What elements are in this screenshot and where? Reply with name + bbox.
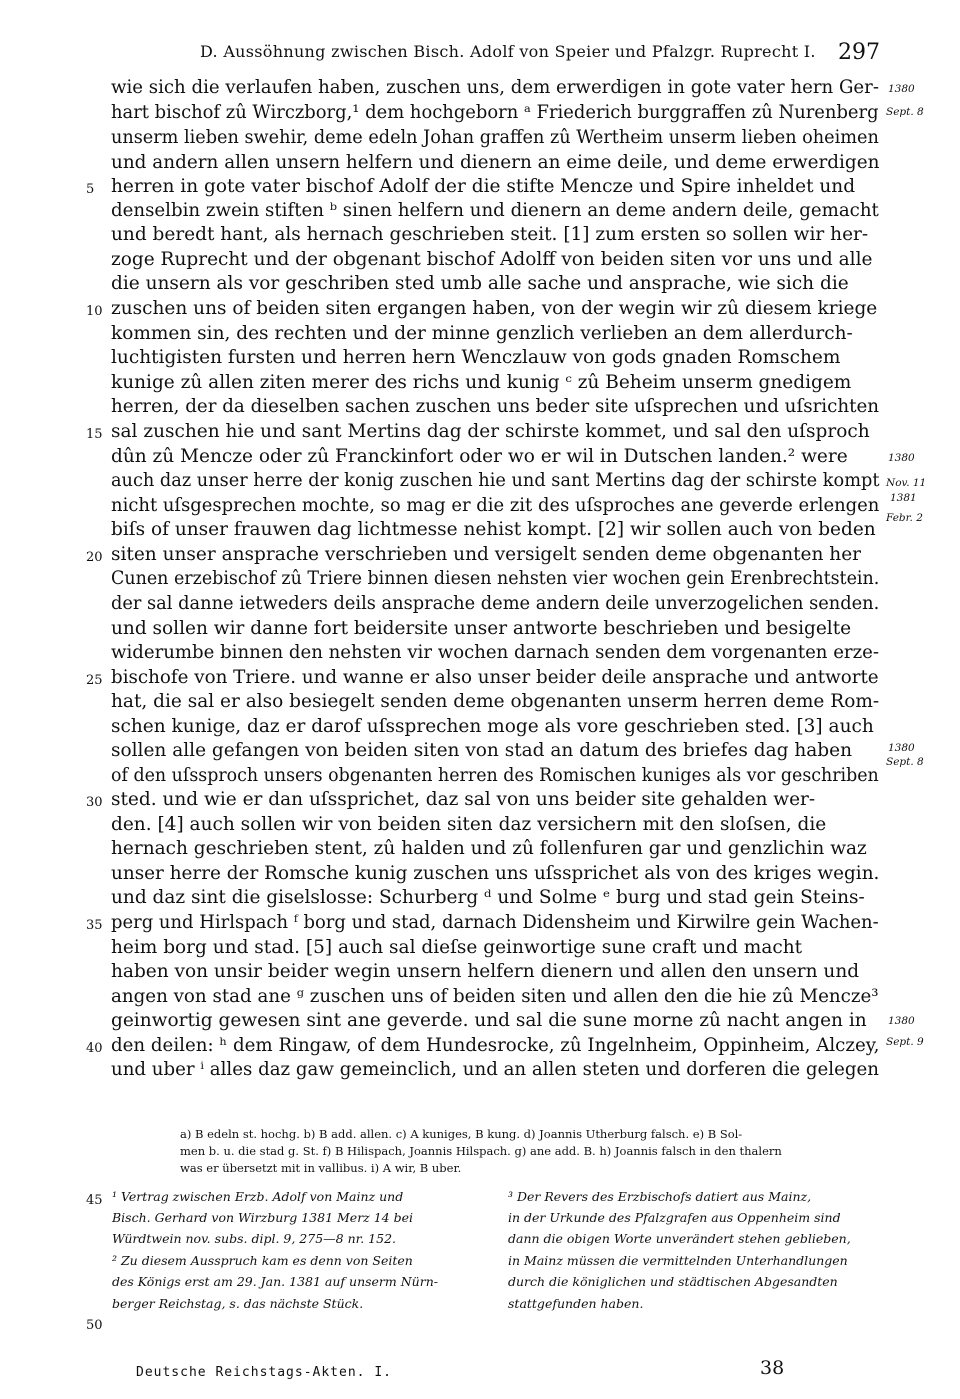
text-line: zoge Ruprecht und der obgenant bischof Adolff von beiden siten vor uns und alle	[111, 249, 873, 270]
text-line: auch daz unser herre der konig zuschen hie und sant Mertins dag der schirste kompt	[111, 470, 880, 491]
text-line: biſs of unser frauwen dag lichtmesse nehist kompt. [2] wir sollen auch von beden	[111, 519, 876, 540]
apparatus-line: men b. u. die stad g. St. f) B Hilispach, Joannis Hilspach. g) ane add. B. h) Joannis falsch in den thalern	[180, 1144, 782, 1158]
footnote-line: ² Zu diesem Ausspruch kam es denn von Seiten	[112, 1253, 413, 1268]
text-line: sted. und wie er dan uſssprichet, daz sal von uns beider site gehalden wer-	[111, 789, 816, 810]
footnote-line: dann die obigen Worte unverändert stehen geblieben,	[508, 1231, 851, 1246]
margin-date: Nov. 11	[886, 477, 927, 489]
line-number: 25	[86, 673, 103, 688]
footer-title: Deutsche Reichstags-Akten. I.	[136, 1365, 392, 1380]
text-line: perg und Hirlspach ᶠ borg und stad, darnach Didensheim und Kirwilre gein Wachen-	[111, 912, 879, 933]
text-line: heim borg und stad. [5] auch sal dieſse geinwortige sune craft und macht	[111, 937, 803, 958]
line-number: 45	[86, 1193, 103, 1208]
text-line: und uber ⁱ alles daz gaw gemeinclich, und an allen steten und dorferen die gelegen	[111, 1059, 879, 1080]
page-number: 297	[838, 40, 880, 65]
text-line: kommen sin, des rechten und der minne genzlich verlieben an dem allerdurch-	[111, 323, 853, 344]
text-line: sollen alle gefangen von beiden siten von stad an datum des briefes dag haben	[111, 740, 853, 761]
footnote-line: Würdtwein nov. subs. dipl. 9, 275—8 nr. 152.	[112, 1231, 397, 1246]
text-line: bischofe von Triere. und wanne er also unser beider deile ansprache und antworte	[111, 667, 879, 688]
text-line: Cunen erzebischof zû Triere binnen diesen nehsten vier wochen gein Erenbrechtstein.	[111, 568, 880, 589]
text-line: wie sich die verlaufen haben, zuschen uns, dem erwerdigen in gote vater hern Ger-	[111, 77, 879, 98]
text-line: die unsern als vor geschriben sted umb alle sache und ansprache, wie sich die	[111, 273, 849, 294]
text-line: hernach geschrieben stent, zû halden und zû follenfuren gar und genzlichin waz	[111, 838, 867, 859]
margin-date: 1380	[888, 83, 915, 95]
text-line: widerumbe binnen den nehsten vir wochen darnach senden dem vorgenanten erze-	[111, 642, 879, 663]
margin-date: Febr. 2	[886, 512, 923, 524]
text-line: und daz sint die giselslosse: Schurberg ᵈ und Solme ᵉ burg und stad gein Steins-	[111, 887, 865, 908]
text-line: dûn zû Mencze oder zû Franckinfort oder wo er wil in Dutschen landen.² were	[111, 446, 848, 467]
apparatus-line: was er übersetzt mit in vallibus. i) A wir, B uber.	[180, 1161, 462, 1175]
apparatus-line: a) B edeln st. hochg. b) B add. allen. c) A kuniges, B kung. d) Joannis Utherburg falsch. e) B Sol-	[180, 1127, 743, 1141]
footnote-line: Bisch. Gerhard von Wirzburg 1381 Merz 14 bei	[112, 1210, 414, 1225]
text-line: und andern allen unsern helfern und dienern an eime deile, und deme erwerdigen	[111, 152, 880, 173]
margin-date: Sept. 8	[886, 106, 924, 118]
text-line: of den uſssproch unsers obgenanten herren des Romischen kuniges als vor geschriben	[111, 765, 879, 786]
text-line: angen von stad ane ᵍ zuschen uns of beiden siten und allen den die hie zû Mencze³	[111, 986, 879, 1007]
line-number: 40	[86, 1041, 103, 1056]
text-line: zuschen uns of beiden siten ergangen haben, von der wegin wir zû diesem kriege	[111, 298, 878, 319]
footnote-line: des Königs erst am 29. Jan. 1381 auf unserm Nürn-	[112, 1274, 438, 1289]
text-line: denselbin zwein stiften ᵇ sinen helfern und dienern an deme andern deile, gemacht	[111, 200, 879, 221]
line-number: 10	[86, 304, 103, 319]
text-line: herren in gote vater bischof Adolf der die stifte Mencze und Spire inheldet und	[111, 176, 856, 197]
text-line: und sollen wir danne fort beidersite unser antworte beschrieben und besigelte	[111, 618, 852, 639]
margin-date: 1380	[888, 452, 915, 464]
line-number: 30	[86, 795, 103, 810]
line-number: 35	[86, 918, 103, 933]
text-line: hat, die sal er also besiegelt senden deme obgenanten unserm herren deme Rom-	[111, 691, 880, 712]
text-line: geinwortig gewesen sint ane geverde. und sal die sune morne zû nacht angen in	[111, 1010, 867, 1031]
footnote-line: berger Reichstag, s. das nächste Stück.	[112, 1296, 364, 1311]
footnote-line: stattgefunden haben.	[508, 1296, 644, 1311]
text-line: den. [4] auch sollen wir von beiden siten daz versichern mit den sloſsen, die	[111, 814, 827, 835]
margin-date: Sept. 9	[886, 1036, 924, 1048]
margin-date: 1381	[890, 492, 917, 504]
line-number: 20	[86, 550, 103, 565]
footnote-line: ¹ Vertrag zwischen Erzb. Adolf von Mainz und	[112, 1189, 404, 1204]
text-line: kunige zû allen ziten merer des richs und kunig ᶜ zû Beheim unserm gnedigem	[111, 372, 852, 393]
text-line: siten unser ansprache verschrieben und versigelt senden deme obgenanten her	[111, 544, 861, 565]
text-line: unser herre der Romsche kunig zuschen uns uſssprichet als von des kriges wegin.	[111, 863, 880, 884]
text-line: und beredt hant, als hernach geschrieben steit. [1] zum ersten so sollen wir her-	[111, 224, 869, 245]
footnote-line: ³ Der Revers des Erzbischofs datiert aus Mainz,	[508, 1189, 812, 1204]
running-title: D. Aussöhnung zwischen Bisch. Adolf von Speier und Pfalzgr. Ruprecht I.	[200, 42, 816, 61]
margin-date: 1380	[888, 1015, 915, 1027]
text-line: herren, der da dieselben sachen zuschen uns beder site uſsprechen und uſsrichten	[111, 396, 880, 417]
line-number: 5	[86, 182, 95, 197]
footnote-line: in der Urkunde des Pfalzgrafen aus Oppenheim sind	[508, 1210, 841, 1225]
line-number: 15	[86, 427, 103, 442]
text-line: schen kunige, daz er darof uſssprechen moge als vore geschrieben sted. [3] auch	[111, 716, 874, 737]
text-line: den deilen: ʰ dem Ringaw, of dem Hundesrocke, zû Ingelnheim, Oppinheim, Alczey,	[111, 1035, 880, 1056]
footnote-line: durch die königlichen und städtischen Abgesandten	[508, 1274, 838, 1289]
text-line: sal zuschen hie und sant Mertins dag der schirste kommet, und sal den uſsproch	[111, 421, 870, 442]
margin-date: Sept. 8	[886, 756, 924, 768]
text-line: nicht uſsgesprechen mochte, so mag er die zit des uſsproches ane geverde erlengen	[111, 495, 880, 516]
text-line: unserm lieben swehir, deme edeln Johan graffen zû Wertheim unserm lieben oheimen	[111, 127, 879, 148]
text-line: luchtigisten fursten und herren hern Wenczlauw von gods gnaden Romschem	[111, 347, 841, 368]
text-line: hart bischof zû Wirczborg,¹ dem hochgeborn ᵃ Friederich burggraffen zû Nurenberg	[111, 102, 879, 123]
sheet-signature: 38	[760, 1357, 785, 1379]
text-line: der sal danne ietweders deils ansprache deme andern deile unverzogelichen senden.	[111, 593, 880, 614]
footnote-line: in Mainz müssen die vermittelnden Unterhandlungen	[508, 1253, 848, 1268]
margin-date: 1380	[888, 742, 915, 754]
text-line: haben von unsir beider wegin unsern helfern dienern und allen den unsern und	[111, 961, 860, 982]
line-number: 50	[86, 1318, 103, 1333]
